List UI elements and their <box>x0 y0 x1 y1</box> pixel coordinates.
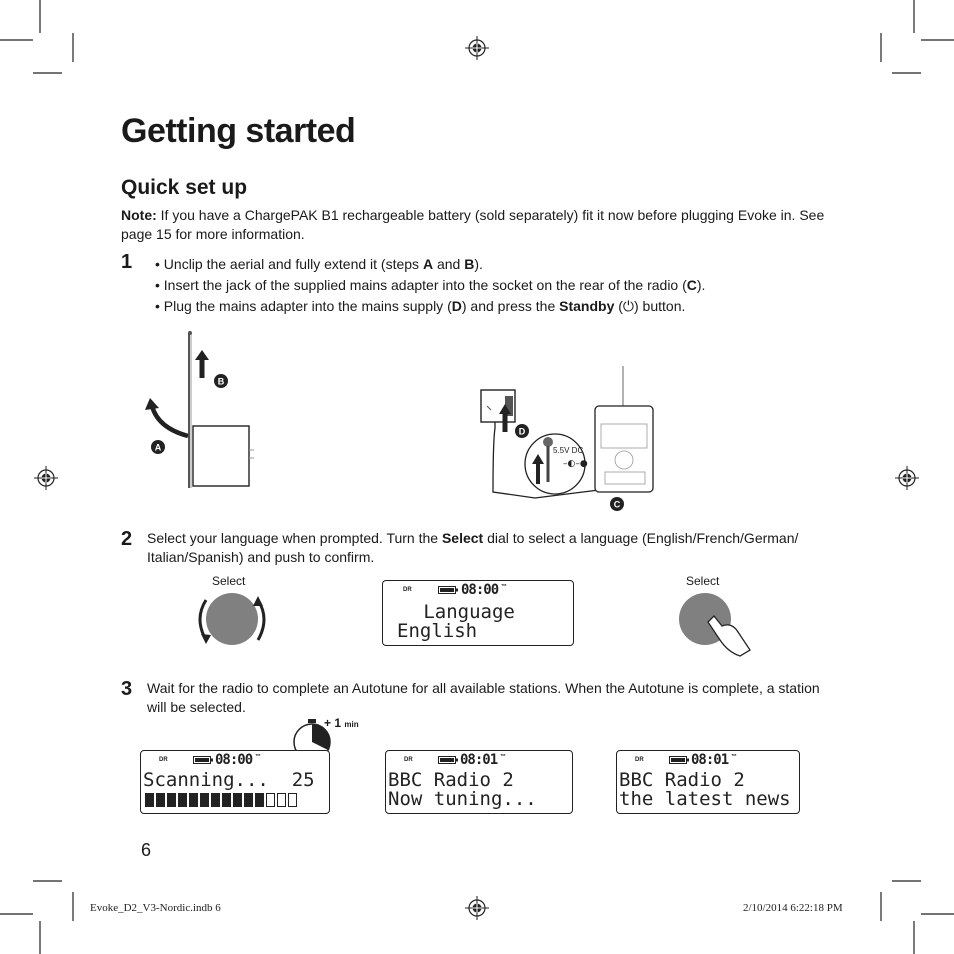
battery-icon <box>438 586 458 594</box>
dc-label: 5.5V DC <box>553 446 584 455</box>
footer-datetime: 2/10/2014 6:22:18 PM <box>743 902 843 914</box>
registration-mark-bottom <box>465 896 489 920</box>
badge-a-icon <box>151 440 165 454</box>
badge-c-label: C <box>613 499 621 510</box>
page-title: Getting started <box>121 112 356 150</box>
lcd-language: DR 08:00 ™ Language English <box>382 580 574 646</box>
footer-filename: Evoke_D2_V3-Nordic.indb 6 <box>90 902 221 914</box>
badge-a-label: A <box>154 442 162 453</box>
badge-b-icon <box>214 374 228 388</box>
timer-label: + 1 min <box>324 716 359 730</box>
svg-text:–◐–●: –◐–● <box>563 459 588 469</box>
select-label-left: Select <box>212 574 246 588</box>
step-number-3: 3 <box>121 678 133 700</box>
registration-mark-top <box>465 36 489 60</box>
step-number-2: 2 <box>121 528 133 550</box>
select-dial-push-icon <box>678 592 758 672</box>
note-text: If you have a ChargePAK B1 rechargeable battery (sold separately) fit it now before plugging Evoke in. See page 15 for more information. <box>121 207 825 242</box>
battery-icon <box>669 756 689 764</box>
step-number-1: 1 <box>121 251 133 273</box>
battery-icon <box>193 756 213 764</box>
badge-d-icon <box>515 424 529 438</box>
battery-icon <box>438 756 458 764</box>
bullet-1: • Unclip the aerial and fully extend it (steps A and B). <box>155 256 483 272</box>
section-heading: Quick set up <box>121 176 248 199</box>
registration-mark-right <box>895 466 919 490</box>
select-label-right: Select <box>686 574 720 588</box>
step-2-text: Select your language when prompted. Turn the Select dial to select a language (English/French/German/ Italian/Spanish) and push to confirm. <box>147 530 799 565</box>
page-number: 6 <box>141 840 152 860</box>
note-label: Note: <box>121 207 157 223</box>
lcd-scanning: DR 08:00 ™ Scanning... 25 <box>140 750 330 814</box>
lcd-station: DR 08:01 ™ BBC Radio 2 the latest news <box>616 750 800 814</box>
select-dial-turn-icon <box>194 588 274 650</box>
lcd-tuning: DR 08:01 ™ BBC Radio 2 Now tuning... <box>385 750 573 814</box>
badge-c-icon <box>610 497 624 511</box>
badge-d-label: D <box>518 426 526 437</box>
bullet-3: • Plug the mains adapter into the mains supply (D) and press the Standby (⏻) button. <box>155 298 686 314</box>
power-connection-illustration <box>475 362 665 512</box>
note-paragraph <box>121 206 841 244</box>
aerial-illustration <box>140 328 260 498</box>
bullet-2: • Insert the jack of the supplied mains adapter into the socket on the rear of the radio (C). <box>155 277 706 293</box>
scan-progress-bar <box>145 793 315 807</box>
step-1-bullets <box>155 254 855 317</box>
badge-b-label: B <box>217 376 225 387</box>
step-3-text: Wait for the radio to complete an Autotune for all available stations. When the Autotune is complete, a station will be selected. <box>147 680 820 715</box>
registration-mark-left <box>34 466 58 490</box>
